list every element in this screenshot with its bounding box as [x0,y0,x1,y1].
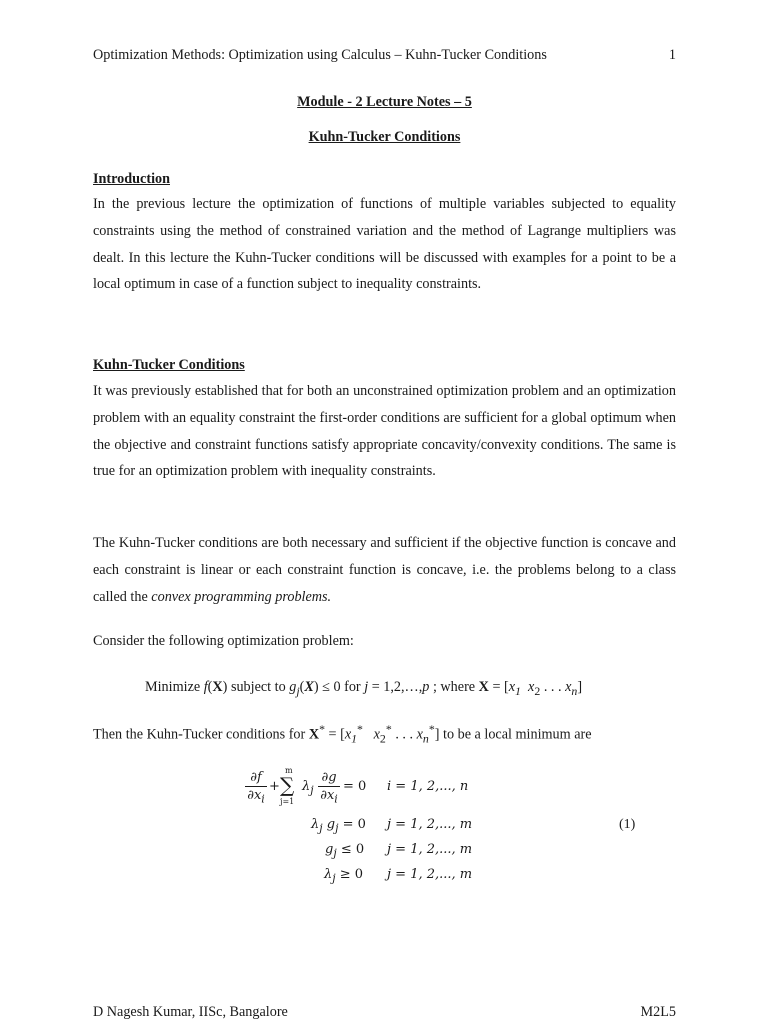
module-title: Module - 2 Lecture Notes – 5 [297,94,472,110]
sum-lower-limit: j=1 [280,797,295,806]
intro-heading: Introduction [93,171,170,187]
kt-heading: Kuhn-Tucker Conditions [93,357,245,373]
sum-symbol: ∑ [280,773,295,797]
dg-dx-fraction: ∂g $\partial x_i$ [318,770,340,806]
nonnegativity-condition: $\lambda_j \ge 0$ [324,867,364,885]
range-j-2: j = 1, 2,..., m [387,817,473,832]
footer-author: D Nagesh Kumar, IISc, Bangalore [93,1004,288,1020]
sum-upper-limit: m [285,766,293,775]
intro-paragraph: In the previous lecture the optimization of functions of multiple variables subjected to equality constraints using the method of constrained variation and the method of Lagrange multipliers was dealt. In this lecture the Kuhn-Tucker conditions will be discussed with examples for a point to be a local optimum in case of a function subject to inequality constraints. [93,196,676,293]
page-footer [93,1004,676,1024]
kt-paragraph-3: Consider the following optimization problem: [93,633,354,649]
lecture-title: Kuhn-Tucker Conditions [308,129,461,145]
lambda-symbol: $\lambda_j$ [302,779,314,797]
range-j-4: j = 1, 2,..., m [387,867,473,882]
kt-paragraph-1: It was previously established that for both an unconstrained optimization problem and an optimization problem with an equality constraint the first-order conditions are sufficient for a global optimum when the objective and constraint functions satisfy appropriate concavity/convexity conditions. The same is true for an optimization problem with inequality constraints. [93,383,676,480]
problem-statement: Minimize f(X) subject to $g_j(X) \le 0$ for j = 1,2,…,p ; where $X = [x_1$ $x_2$ . . . $x_n$] [145,679,583,698]
page-number: 1 [668,47,676,63]
range-j-3: j = 1, 2,..., m [387,842,473,857]
feasibility-condition: $g_j \le 0$ [325,842,365,860]
equation-number: (1) [619,817,636,832]
plus-sign: + [269,779,280,794]
kt-paragraph-2-text: The Kuhn-Tucker conditions are both necessary and sufficient if the objective function is concave and each constraint is linear or each constraint function is concave, i.e. the problems belong to a class called the [93,535,676,605]
df-dx-fraction: ∂f $\partial x_i$ [245,770,267,806]
complementary-slackness: $\lambda_j$ $g_j = 0$ [311,817,366,835]
header-title: Optimization Methods: Optimization using Calculus – Kuhn-Tucker Conditions [93,47,547,63]
equals-zero-1: = 0 [343,779,367,794]
range-i: i = 1, 2,..., n [387,779,469,794]
kt-paragraph-2-italic: convex programming problems. [151,588,332,605]
kt-conditions-intro: Then the Kuhn-Tucker conditions for $X^* = [x_1^*$ $x_2^*$ . . . $x_n^*$] to be a local minimum are [93,722,592,746]
footer-code: M2L5 [640,1004,676,1020]
